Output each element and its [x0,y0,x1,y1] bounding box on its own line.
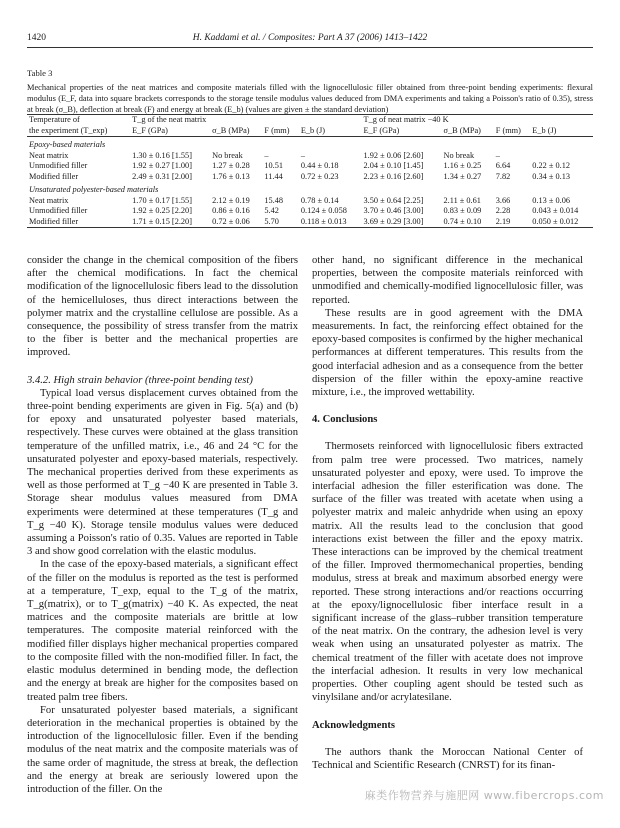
table-cell: 2.49 ± 0.31 [2.00] [132,171,192,181]
table-caption: Mechanical properties of the neat matrices and composite materials filled with the lignocellulosic filler obtained from three-point bending experiments: flexural modulus (E_F, data into square brackets corresponds to the storage tensile modulus values deduced from DMA experiments and taking a Poisson's ratio of 0.35), stress at break (σ_B), deflection at break (F) and energy at break (E_b) (values are given ± the standard deviation) [27,83,593,114]
watermark: 麻类作物营养与施肥网 www.fibercrops.com [364,789,604,802]
table-cell: 0.043 ± 0.014 [532,206,579,215]
header-rule [27,47,593,48]
table-cell: Unmodified filler [29,206,88,215]
table-cell: 0.050 ± 0.012 [530,217,593,228]
table-cell: 0.34 ± 0.13 [532,171,570,181]
table-cell: 5.70 [262,217,298,228]
table-cell: 1.92 ± 0.27 [1.00] [132,161,192,170]
table-cell: 1.92 ± 0.06 [2.60] [363,150,424,160]
table-cell: E_b (J) [530,126,593,137]
table-cell: 1.34 ± 0.27 [443,171,482,181]
table-cell: F (mm) [494,126,530,137]
table-group-row [27,137,593,151]
table-cell [530,151,593,162]
section-heading: 4. Conclusions [312,414,378,426]
table-row [27,206,593,217]
table-cell: E_F (GPa) [130,126,210,137]
table-cell: Temperature of [27,115,130,126]
table-cell: 3.69 ± 0.29 [3.00] [362,217,442,228]
table-cell: 10.51 [264,161,284,170]
table-cell: 2.23 ± 0.16 [2.60] [363,171,424,181]
table-cell: 0.13 ± 0.06 [532,195,570,205]
table-cell: 2.28 [495,206,511,215]
table-cell: 1.71 ± 0.15 [2.20] [130,217,210,228]
left-column [27,254,298,796]
properties-table [27,114,593,228]
table-label: Table 3 [27,68,53,78]
table-cell: E_F (GPa) [362,126,442,137]
table-cell: 15.48 [264,195,284,205]
table-cell: 11.44 [264,171,283,181]
table-cell: 1.27 ± 0.28 [212,161,250,170]
table-header-row [27,115,593,126]
table-cell: – [495,150,500,160]
table-header-row [27,126,593,137]
table-cell: σ_B (MPa) [442,126,494,137]
table-cell: No break [212,150,243,160]
table-cell: – [264,150,269,160]
section-heading: Acknowledgments [312,719,395,731]
table-cell: Epoxy-based materials [29,140,106,149]
running-head: H. Kaddami et al. / Composites: Part A 37 (2006) 1413–1422 [192,33,428,43]
table-cell: 1.92 ± 0.25 [2.20] [132,206,192,215]
table-cell: 6.64 [495,161,511,170]
table-cell: 1.30 ± 0.16 [1.55] [132,150,192,160]
paragraph: Typical load versus displacement curves obtained from the three-point bending experiments are given in Fig. 5(a) and (b) for epoxy and unsaturated polyester based materials, respectively. These curves were obtained at the glass transition temperature of the unfilled matrix, i.e., 46 and 24 °C for the unsaturated polyester and epoxy-based materials, respectively. The mechanical properties derived from these experiments as well as those performed at T_g −40 K are presented in Table 3. Storage shear modulus values measured from DMA experiments were determined at these temperatures (T_g and T_g −40 K). Storage tensile modulus values were deduced assuming a Poisson's ratio of 0.35. Values are reported in Table 3 and show good correlation with the elastic modulus. [27,387,298,558]
table-cell: 1.16 ± 0.25 [443,161,482,170]
table-cell: 5.42 [264,206,279,215]
table-cell: T_g of the neat matrix [130,115,361,126]
table-cell: Neat matrix [29,195,69,205]
table-cell: No break [443,150,475,160]
table-cell: 7.82 [495,171,511,181]
table-cell: E_b (J) [299,126,362,137]
table-cell: 1.76 ± 0.13 [212,171,250,181]
table-cell: 0.74 ± 0.10 [442,217,494,228]
table-cell: 2.12 ± 0.19 [212,195,250,205]
table-cell: 3.50 ± 0.64 [2.25] [363,195,424,205]
table-row [27,151,593,162]
table-cell: T_g of neat matrix −40 K [362,115,593,126]
table-cell: 0.118 ± 0.013 [299,217,362,228]
table-cell: Unsaturated polyester-based materials [29,185,159,194]
paragraph: Thermosets reinforced with lignocellulosic fibers extracted from palm tree were processed. Two matrices, namely unsaturated polyester and epoxy, were used. To improve the interfacial adhesion the filler esterification was done. The surface of the filler was treated with acetate when using a polyester matrix and maleic anhydride when using an epoxy matrix. All the results lead to the conclusion that good interactions exist between the filler and the epoxy matrix. These interactions can be improved by the chemical treatment of the filler. Improved thermomechanical properties, bending modulus, stress at break and maximum absorbed energy were reported. These strong interactions and/or reactions occurring at the epoxy/lignocellulosic fiber interface result in a significant increase of the glass–rubber transition temperature of the neat matrix. On the contrary, the adhesion level is very weak when using an unsaturated polyester as matrix. The chemical treatment of the filler with acetate does not improve the interfacial adhesion. It results in very low mechanical properties. Other coupling agent should be tested such as vinylsilane and/or acrylatesilane. [312,441,583,704]
table-row [27,196,593,207]
table-cell: – [300,150,305,160]
table-row [27,161,593,172]
table-cell: F (mm) [262,126,298,137]
paragraph: The authors thank the Moroccan National Center of Technical and Scientific Research (CNRST) for its finan- [312,746,583,771]
page-number: 1420 [27,33,46,43]
table-cell: 0.72 ± 0.06 [210,217,262,228]
paragraph: other hand, no significant difference in the mechanical properties, between the composite materials reinforced with unmodified and chemically-modified lignocellulosic filler, was reported. [312,255,583,306]
table-row [27,172,593,183]
table-cell: 0.86 ± 0.16 [212,206,250,215]
table-cell: 0.124 ± 0.058 [300,206,347,215]
table-row [27,217,593,228]
table-cell: Neat matrix [29,150,69,160]
table-cell: 0.83 ± 0.09 [443,206,482,215]
paragraph: In the case of the epoxy-based materials, a significant effect of the filler on the modulus is reported as the test is performed at a temperature, T_exp, equal to the T_g of the matrix, T_g(matrix), or to T_g(matrix) −40 K. As expected, the neat matrices and the composite materials are brittle at low temperatures. The composite material reinforced with the modified filler displays higher mechanical properties compared to the composite filled with the non-modified filler. In fact, the elastic modulus determined in bending mode, the deflection and the energy at break are higher for the composites based on treated palm tree fibers. [27,559,298,703]
table-cell: 0.22 ± 0.12 [532,161,570,170]
table-cell: 2.11 ± 0.61 [443,195,481,205]
table-cell: 0.44 ± 0.18 [300,161,339,170]
table-cell: 1.70 ± 0.17 [1.55] [132,195,192,205]
paragraph: These results are in good agreement with the DMA measurements. In fact, the reinforcing effect obtained for the epoxy-based composites is confirmed by the higher mechanical performances at different temperatures. This results from the good interfacial adhesion and as a consequence from the better dispersion of the filler within the epoxy-amine reactive mixture, i.e., the improved wettability. [312,307,583,399]
table-cell: Modified filler [29,171,79,181]
table-group-row [27,182,593,196]
section-heading: 3.4.2. High strain behavior (three-point bending test) [27,374,253,386]
table-cell: 2.19 [494,217,530,228]
table-cell: 2.04 ± 0.10 [1.45] [363,161,424,170]
table-cell: 3.70 ± 0.46 [3.00] [363,206,424,215]
table-cell: the experiment (T_exp) [27,126,130,137]
paragraph: consider the change in the chemical composition of the fibers after the chemical modifications. In fact the chemical modification of the lignocellulosic fibers lead to the dissolution of the hemicelluloses, thus direct interactions between the polymer matrix and the crystalline cellulose are possible. As a consequence, the possibility of stress transfer from the matrix to the fiber is better and the mechanical properties are improved. [27,255,298,359]
table-cell: Unmodified filler [29,161,88,170]
right-column [312,254,583,772]
table-cell: 0.72 ± 0.23 [300,171,339,181]
table-cell: Modified filler [27,217,130,228]
table-cell: σ_B (MPa) [210,126,262,137]
paragraph: For unsaturated polyester based materials, a significant deterioration in the mechanical properties is obtained by the introduction of the lignocellulosic filler. Even if the bending modulus of the neat matrix and the composite materials was of the same order of magnitude, the stress at break, the deflection and the energy at break are seriously lowered upon the introduction of the filler. On the [27,704,298,795]
table-cell: 0.78 ± 0.14 [300,195,339,205]
table-cell: 3.66 [495,195,511,205]
